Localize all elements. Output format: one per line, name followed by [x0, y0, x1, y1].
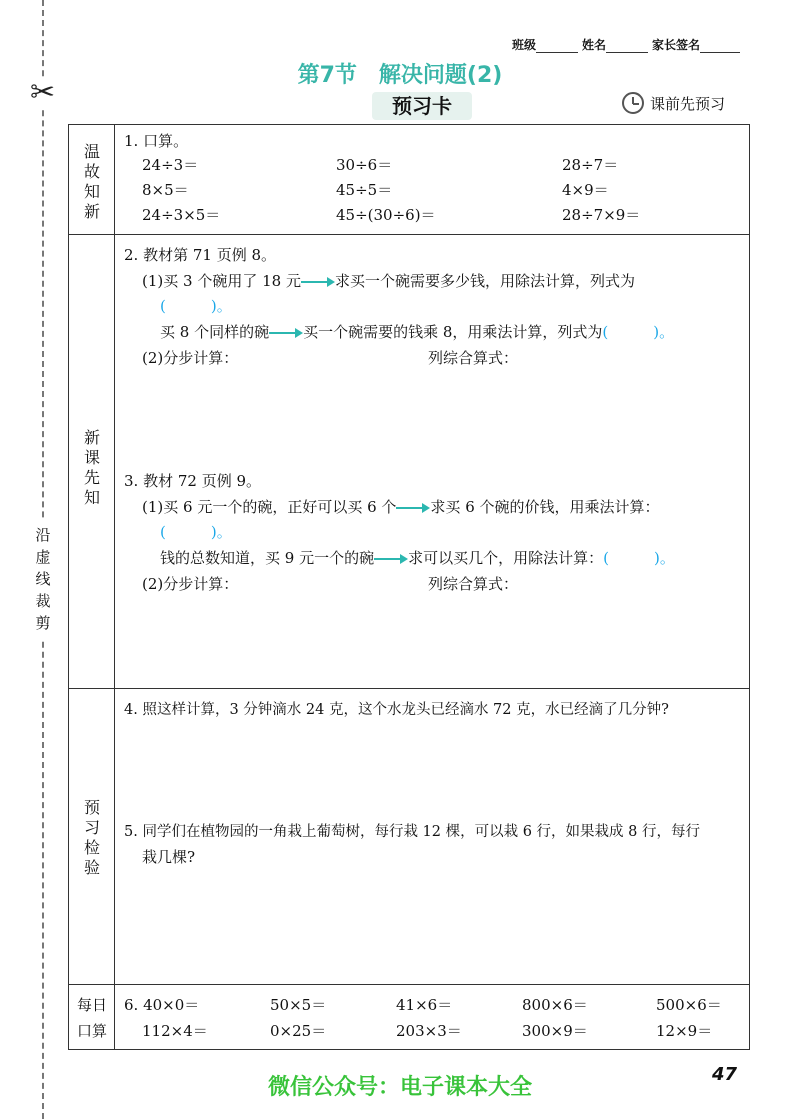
- cut-instruction: [32, 520, 54, 638]
- q6-item: 41×6＝: [396, 996, 453, 1014]
- q6-item: 112×4＝: [142, 1022, 208, 1040]
- q6-item: 12×9＝: [656, 1022, 713, 1040]
- section-title: 第7节 解决问题(2): [297, 63, 503, 88]
- q4-text: 4. 照这样计算，3 分钟滴水 24 克，这个水龙头已经滴水 72 克，水已经滴了几分钟?: [124, 702, 669, 718]
- arrow-right-icon: [301, 277, 335, 287]
- parent-signature-label: 家长签名: [652, 38, 701, 52]
- cut-char: 线: [35, 570, 51, 588]
- class-field: [512, 36, 578, 53]
- parent-signature-blank[interactable]: [700, 40, 740, 53]
- name-blank[interactable]: [606, 40, 648, 53]
- arrow-right-icon: [396, 503, 430, 513]
- q3-method: 求买 6 个碗的价钱，用乘法计算：: [430, 498, 660, 516]
- q3-line-3: [160, 547, 675, 568]
- q1-item: 8×5＝: [142, 181, 189, 199]
- q1-item: 28÷7＝: [562, 156, 619, 174]
- q3-combo-label: 列综合算式：: [428, 575, 519, 593]
- preview-badge: [622, 92, 725, 114]
- q3-title: 3. 教材 72 页例 9。: [124, 472, 262, 490]
- label-char: 口算: [76, 1022, 107, 1040]
- q1-item: 30÷6＝: [336, 156, 393, 174]
- q5-line-2: 栽几棵?: [142, 848, 196, 866]
- q6-item: 500×6＝: [656, 996, 722, 1014]
- q2-method-2: 买一个碗需要的钱乘 8，用乘法计算，列式为: [303, 323, 603, 341]
- q2-given: (1)买 3 个碗用了 18 元: [142, 272, 301, 290]
- row-divider: [68, 234, 750, 235]
- q2-answer-blank-2[interactable]: ( )。: [602, 323, 675, 341]
- q3-answer-blank-2[interactable]: ( )。: [603, 549, 675, 567]
- label-char: 知: [83, 182, 100, 201]
- q1-item: 45÷(30÷6)＝: [336, 206, 436, 224]
- label-char: 检: [83, 838, 100, 857]
- row-label-review: [70, 142, 114, 222]
- row-label-new-lesson: [70, 428, 114, 508]
- q6-item: 203×3＝: [396, 1022, 462, 1040]
- q3-given-2: 钱的总数知道，买 9 元一个的碗: [160, 549, 375, 567]
- class-label: 班级: [512, 38, 537, 52]
- label-char: 新: [83, 428, 100, 447]
- parent-signature-field: [652, 36, 740, 53]
- cut-char: 沿: [35, 526, 51, 544]
- q6-item: 800×6＝: [522, 996, 588, 1014]
- label-char: 验: [83, 858, 100, 877]
- q3-step-label: (2)分步计算：: [142, 575, 239, 593]
- q1-item: 28÷7×9＝: [562, 206, 641, 224]
- cut-char: 裁: [35, 592, 51, 610]
- q6-item: 50×5＝: [270, 996, 327, 1014]
- name-field: [582, 36, 648, 53]
- q2-method: 求买一个碗需要多少钱，用除法计算，列式为: [334, 272, 635, 290]
- label-char: 温: [83, 142, 100, 161]
- name-label: 姓名: [582, 38, 607, 52]
- cut-char: 虚: [35, 548, 51, 566]
- card-title: 预习卡: [372, 92, 472, 120]
- label-char: 课: [83, 448, 100, 467]
- preview-label: 课前先预习: [650, 94, 726, 113]
- q2-given-2: 买 8 个同样的碗: [160, 323, 270, 341]
- arrow-right-icon: [269, 328, 303, 338]
- label-char: 先: [83, 468, 100, 487]
- q3-line-1: [142, 496, 660, 517]
- q6-item: 300×9＝: [522, 1022, 588, 1040]
- q1-item: 24÷3×5＝: [142, 206, 221, 224]
- q2-combo-label: 列综合算式：: [428, 349, 519, 367]
- row-label-daily-mental-math: [70, 992, 114, 1044]
- q3-answer-blank-1[interactable]: ( )。: [160, 523, 232, 541]
- label-char: 新: [83, 202, 100, 221]
- label-char: 预: [83, 798, 100, 817]
- row-divider: [68, 688, 750, 689]
- row-divider: [68, 984, 750, 985]
- q1-item: 24÷3＝: [142, 156, 199, 174]
- q6-item: 0×25＝: [270, 1022, 327, 1040]
- label-char: 每日: [76, 996, 107, 1014]
- q2-line-3: [160, 321, 674, 342]
- q1-title: 1. 口算。: [124, 132, 189, 150]
- label-column-divider: [114, 124, 115, 1050]
- watermark-text: 微信公众号：电子课本大全: [267, 1075, 532, 1100]
- label-char: 知: [83, 488, 100, 507]
- q2-step-label: (2)分步计算：: [142, 349, 239, 367]
- q2-answer-blank-1[interactable]: ( )。: [160, 297, 232, 315]
- cut-char: 剪: [35, 614, 51, 632]
- q1-item: 45÷5＝: [336, 181, 393, 199]
- row-label-preview-check: [70, 798, 114, 878]
- label-char: 习: [83, 818, 100, 837]
- alarm-clock-icon: [622, 92, 644, 114]
- q6-item: 6. 40×0＝: [124, 996, 200, 1014]
- label-char: 故: [83, 162, 100, 181]
- q1-item: 4×9＝: [562, 181, 609, 199]
- arrow-right-icon: [374, 554, 408, 564]
- page-number: 47: [712, 1064, 738, 1085]
- q5-line-1: 5. 同学们在植物园的一角栽上葡萄树，每行栽 12 棵，可以栽 6 行，如果栽成 8 行，每行: [124, 824, 700, 840]
- q2-line-1: [142, 270, 635, 291]
- q2-title: 2. 教材第 71 页例 8。: [124, 246, 277, 264]
- q3-method-2: 求可以买几个，用除法计算：: [408, 549, 604, 567]
- class-blank[interactable]: [536, 40, 578, 53]
- q3-given: (1)买 6 元一个的碗，正好可以买 6 个: [142, 498, 397, 516]
- scissors-icon: ✂: [30, 75, 56, 110]
